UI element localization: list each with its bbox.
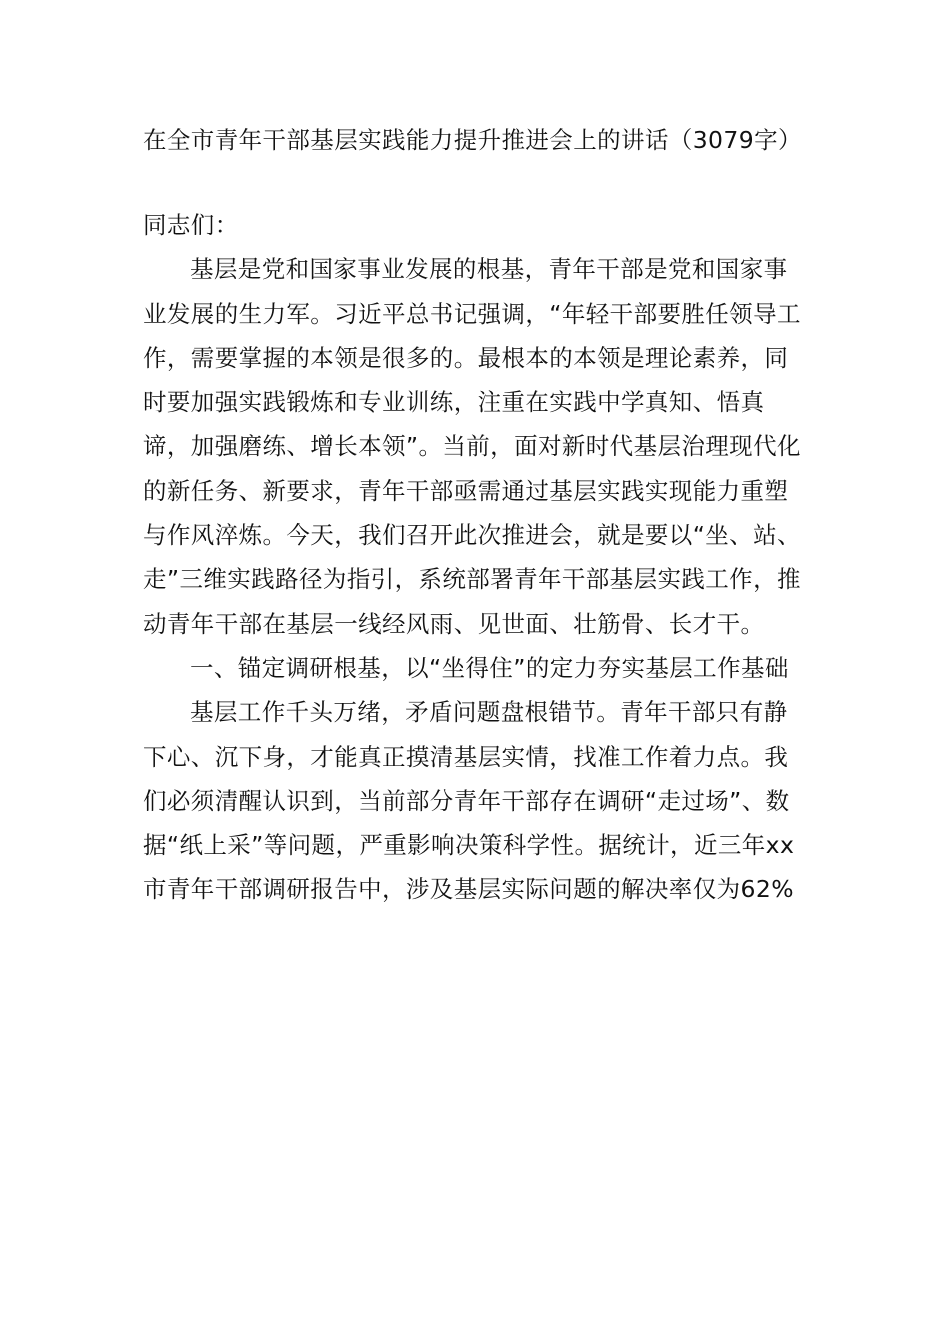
greeting: 同志们： <box>143 211 239 239</box>
document-title: 在全市青年干部基层实践能力提升推进会上的讲话（3079字） <box>143 126 802 154</box>
document-page <box>143 118 811 912</box>
section-1-body: 基层工作千头万绪，矛盾问题盘根错节。青年干部只有静下心、沉下身，才能真正摸清基层实情，找准工作着力点。我们必须清醒认识到，当前部分青年干部存在调研“走过场”、数据“纸上采”等问题，严重影响决策科学性。据统计，近三年xx市青年干部调研报告中，涉及基层实际问题的解决率仅为62% <box>143 698 795 904</box>
section-1-heading: 一、锚定调研根基，以“坐得住”的定力夯实基层工作基础 <box>190 653 789 682</box>
intro-paragraph: 基层是党和国家事业发展的根基，青年干部是党和国家事业发展的生力军。习近平总书记强调，“年轻干部要胜任领导工作，需要掌握的本领是很多的。最根本的本领是理论素养，同时要加强实践锻炼和专业训练，注重在实践中学真知、悟真谛，加强磨练、增长本领”。当前，面对新时代基层治理现代化的新任务、新要求，青年干部亟需通过基层实践实现能力重塑与作风淬炼。今天，我们召开此次推进会，就是要以“坐、站、走”三维实践路径为指引，系统部署青年干部基层实践工作，推动青年干部在基层一线经风雨、见世面、壮筋骨、长才干。 <box>143 255 801 638</box>
